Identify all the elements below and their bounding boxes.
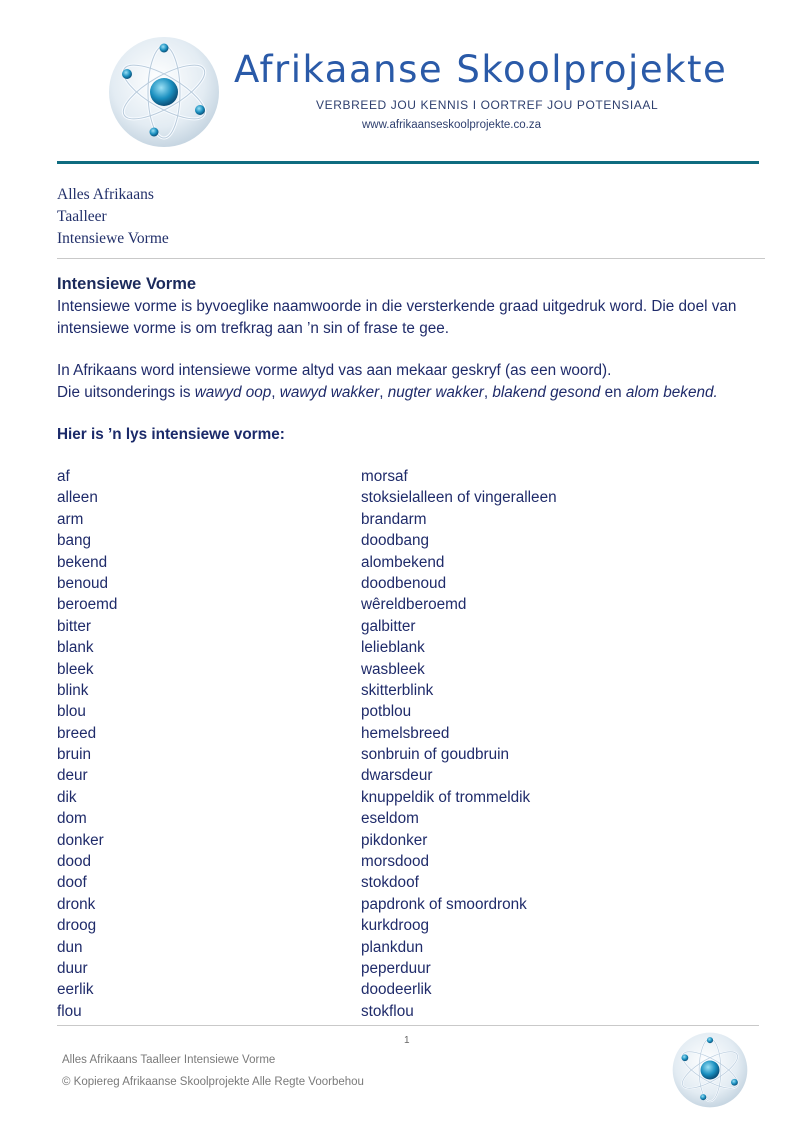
list-heading: Hier is ’n lys intensiewe vorme: [57, 426, 285, 443]
base-word: dood [57, 853, 92, 871]
base-word: deur [57, 767, 88, 785]
word-row [57, 703, 757, 724]
intensive-form: kurkdroog [361, 917, 430, 935]
word-row [57, 789, 757, 810]
base-word: benoud [57, 574, 109, 592]
footer-divider [57, 1025, 759, 1026]
intensive-form: wasbleek [361, 660, 425, 678]
base-word: alleen [57, 489, 98, 507]
intensive-form: doodbang [361, 532, 430, 550]
atom-icon [672, 1032, 748, 1108]
word-row [57, 810, 757, 831]
word-row [57, 596, 757, 617]
base-word: dom [57, 810, 87, 828]
word-row [57, 939, 757, 960]
intensive-form: peperduur [361, 959, 431, 977]
section-divider [57, 258, 765, 259]
header-divider [57, 161, 759, 164]
separator: en [600, 384, 626, 401]
word-row [57, 554, 757, 575]
word-row [57, 468, 757, 489]
word-row [57, 767, 757, 788]
intro-paragraph: Intensiewe vorme is byvoeglike naamwoorde in die versterkende graad uitgedruk word. Die doel van intensiewe vorme is om trefkrag aan ’n sin of frase te gee. [57, 298, 737, 337]
exception-item: blakend gesond [492, 384, 601, 401]
base-word: bekend [57, 553, 108, 571]
intensive-form: stokdoof [361, 874, 419, 892]
separator: , [483, 384, 493, 401]
base-word: blank [57, 639, 94, 657]
exception-item: nugter wakker [387, 384, 484, 401]
intensive-form: skitterblink [361, 681, 434, 699]
base-word: bruin [57, 746, 92, 764]
exceptions-lead: Die uitsonderings is [57, 384, 195, 401]
base-word: blou [57, 703, 86, 721]
breadcrumb-item-subject: Alles Afrikaans [57, 186, 154, 203]
word-row [57, 725, 757, 746]
word-row [57, 661, 757, 682]
atom-icon [108, 36, 220, 148]
base-word: dik [57, 788, 77, 806]
base-word: doof [57, 874, 87, 892]
intensive-form: doodeerlik [361, 981, 432, 999]
base-word: donker [57, 831, 104, 849]
word-row [57, 489, 757, 510]
breadcrumb-item-page: Intensiewe Vorme [57, 230, 169, 247]
separator: , [271, 384, 280, 401]
breadcrumb-item-topic: Taalleer [57, 208, 107, 225]
intensive-form: lelieblank [361, 639, 425, 657]
word-row [57, 960, 757, 981]
word-row [57, 682, 757, 703]
intensive-form: stokflou [361, 1002, 414, 1020]
intensive-form: galbitter [361, 617, 416, 635]
brand-tagline: VERBREED JOU KENNIS I OORTREF JOU POTENSIAAL [316, 98, 659, 112]
page-title: Intensiewe Vorme [57, 275, 197, 293]
base-word: blink [57, 681, 89, 699]
page-number: 1 [404, 1035, 410, 1046]
base-word: dun [57, 938, 83, 956]
exception-item: wawyd oop [194, 384, 272, 401]
intensive-form: potblou [361, 703, 412, 721]
base-word: duur [57, 959, 88, 977]
brand-title: Afrikaanse Skoolprojekte [234, 48, 728, 91]
intensive-form: papdronk of smoordronk [361, 895, 527, 913]
intensive-form: dwarsdeur [361, 767, 433, 785]
intensive-form: pikdonker [361, 831, 428, 849]
base-word: af [57, 468, 70, 485]
breadcrumb [57, 184, 169, 250]
intensive-form: morsaf [361, 468, 408, 485]
intensive-form: plankdun [361, 938, 424, 956]
intensive-form: hemelsbreed [361, 724, 450, 742]
base-word: arm [57, 510, 84, 528]
word-row [57, 532, 757, 553]
rule-paragraph [57, 360, 769, 404]
base-word: eerlik [57, 981, 94, 999]
intensive-form: alombekend [361, 553, 445, 571]
base-word: breed [57, 724, 97, 742]
footer-copyright: © Kopiereg Afrikaanse Skoolprojekte Alle Regte Voorbehou [62, 1076, 364, 1088]
intensive-form: stoksielalleen of vingeralleen [361, 489, 557, 507]
base-word: droog [57, 917, 97, 935]
base-word: bitter [57, 617, 92, 635]
exception-item: alom bekend. [625, 384, 718, 401]
word-row [57, 1003, 757, 1024]
base-word: dronk [57, 895, 96, 913]
word-row [57, 981, 757, 1002]
word-row [57, 511, 757, 532]
base-word: flou [57, 1002, 82, 1020]
brand-url: www.afrikaanseskoolprojekte.co.za [362, 119, 541, 131]
intensive-form: wêreldberoemd [361, 596, 467, 614]
word-row [57, 853, 757, 874]
word-row [57, 618, 757, 639]
intensive-form: knuppeldik of trommeldik [361, 788, 531, 806]
word-row [57, 575, 757, 596]
word-row [57, 746, 757, 767]
word-row [57, 917, 757, 938]
rule-line: In Afrikaans word intensiewe vorme altyd vas aan mekaar geskryf (as een woord). [57, 362, 612, 379]
word-list [57, 468, 757, 1024]
separator: , [379, 384, 388, 401]
word-row [57, 832, 757, 853]
intensive-form: doodbenoud [361, 574, 447, 592]
exception-item: wawyd wakker [279, 384, 380, 401]
base-word: bang [57, 532, 92, 550]
main-content [57, 272, 769, 446]
base-word: beroemd [57, 596, 118, 614]
word-row [57, 639, 757, 660]
base-word: bleek [57, 660, 94, 678]
word-row [57, 896, 757, 917]
word-row [57, 874, 757, 895]
intensive-form: sonbruin of goudbruin [361, 746, 509, 764]
intensive-form: morsdood [361, 853, 430, 871]
footer-title: Alles Afrikaans Taalleer Intensiewe Vorme [62, 1054, 276, 1066]
intensive-form: eseldom [361, 810, 419, 828]
page-header [0, 0, 799, 170]
intensive-form: brandarm [361, 510, 427, 528]
